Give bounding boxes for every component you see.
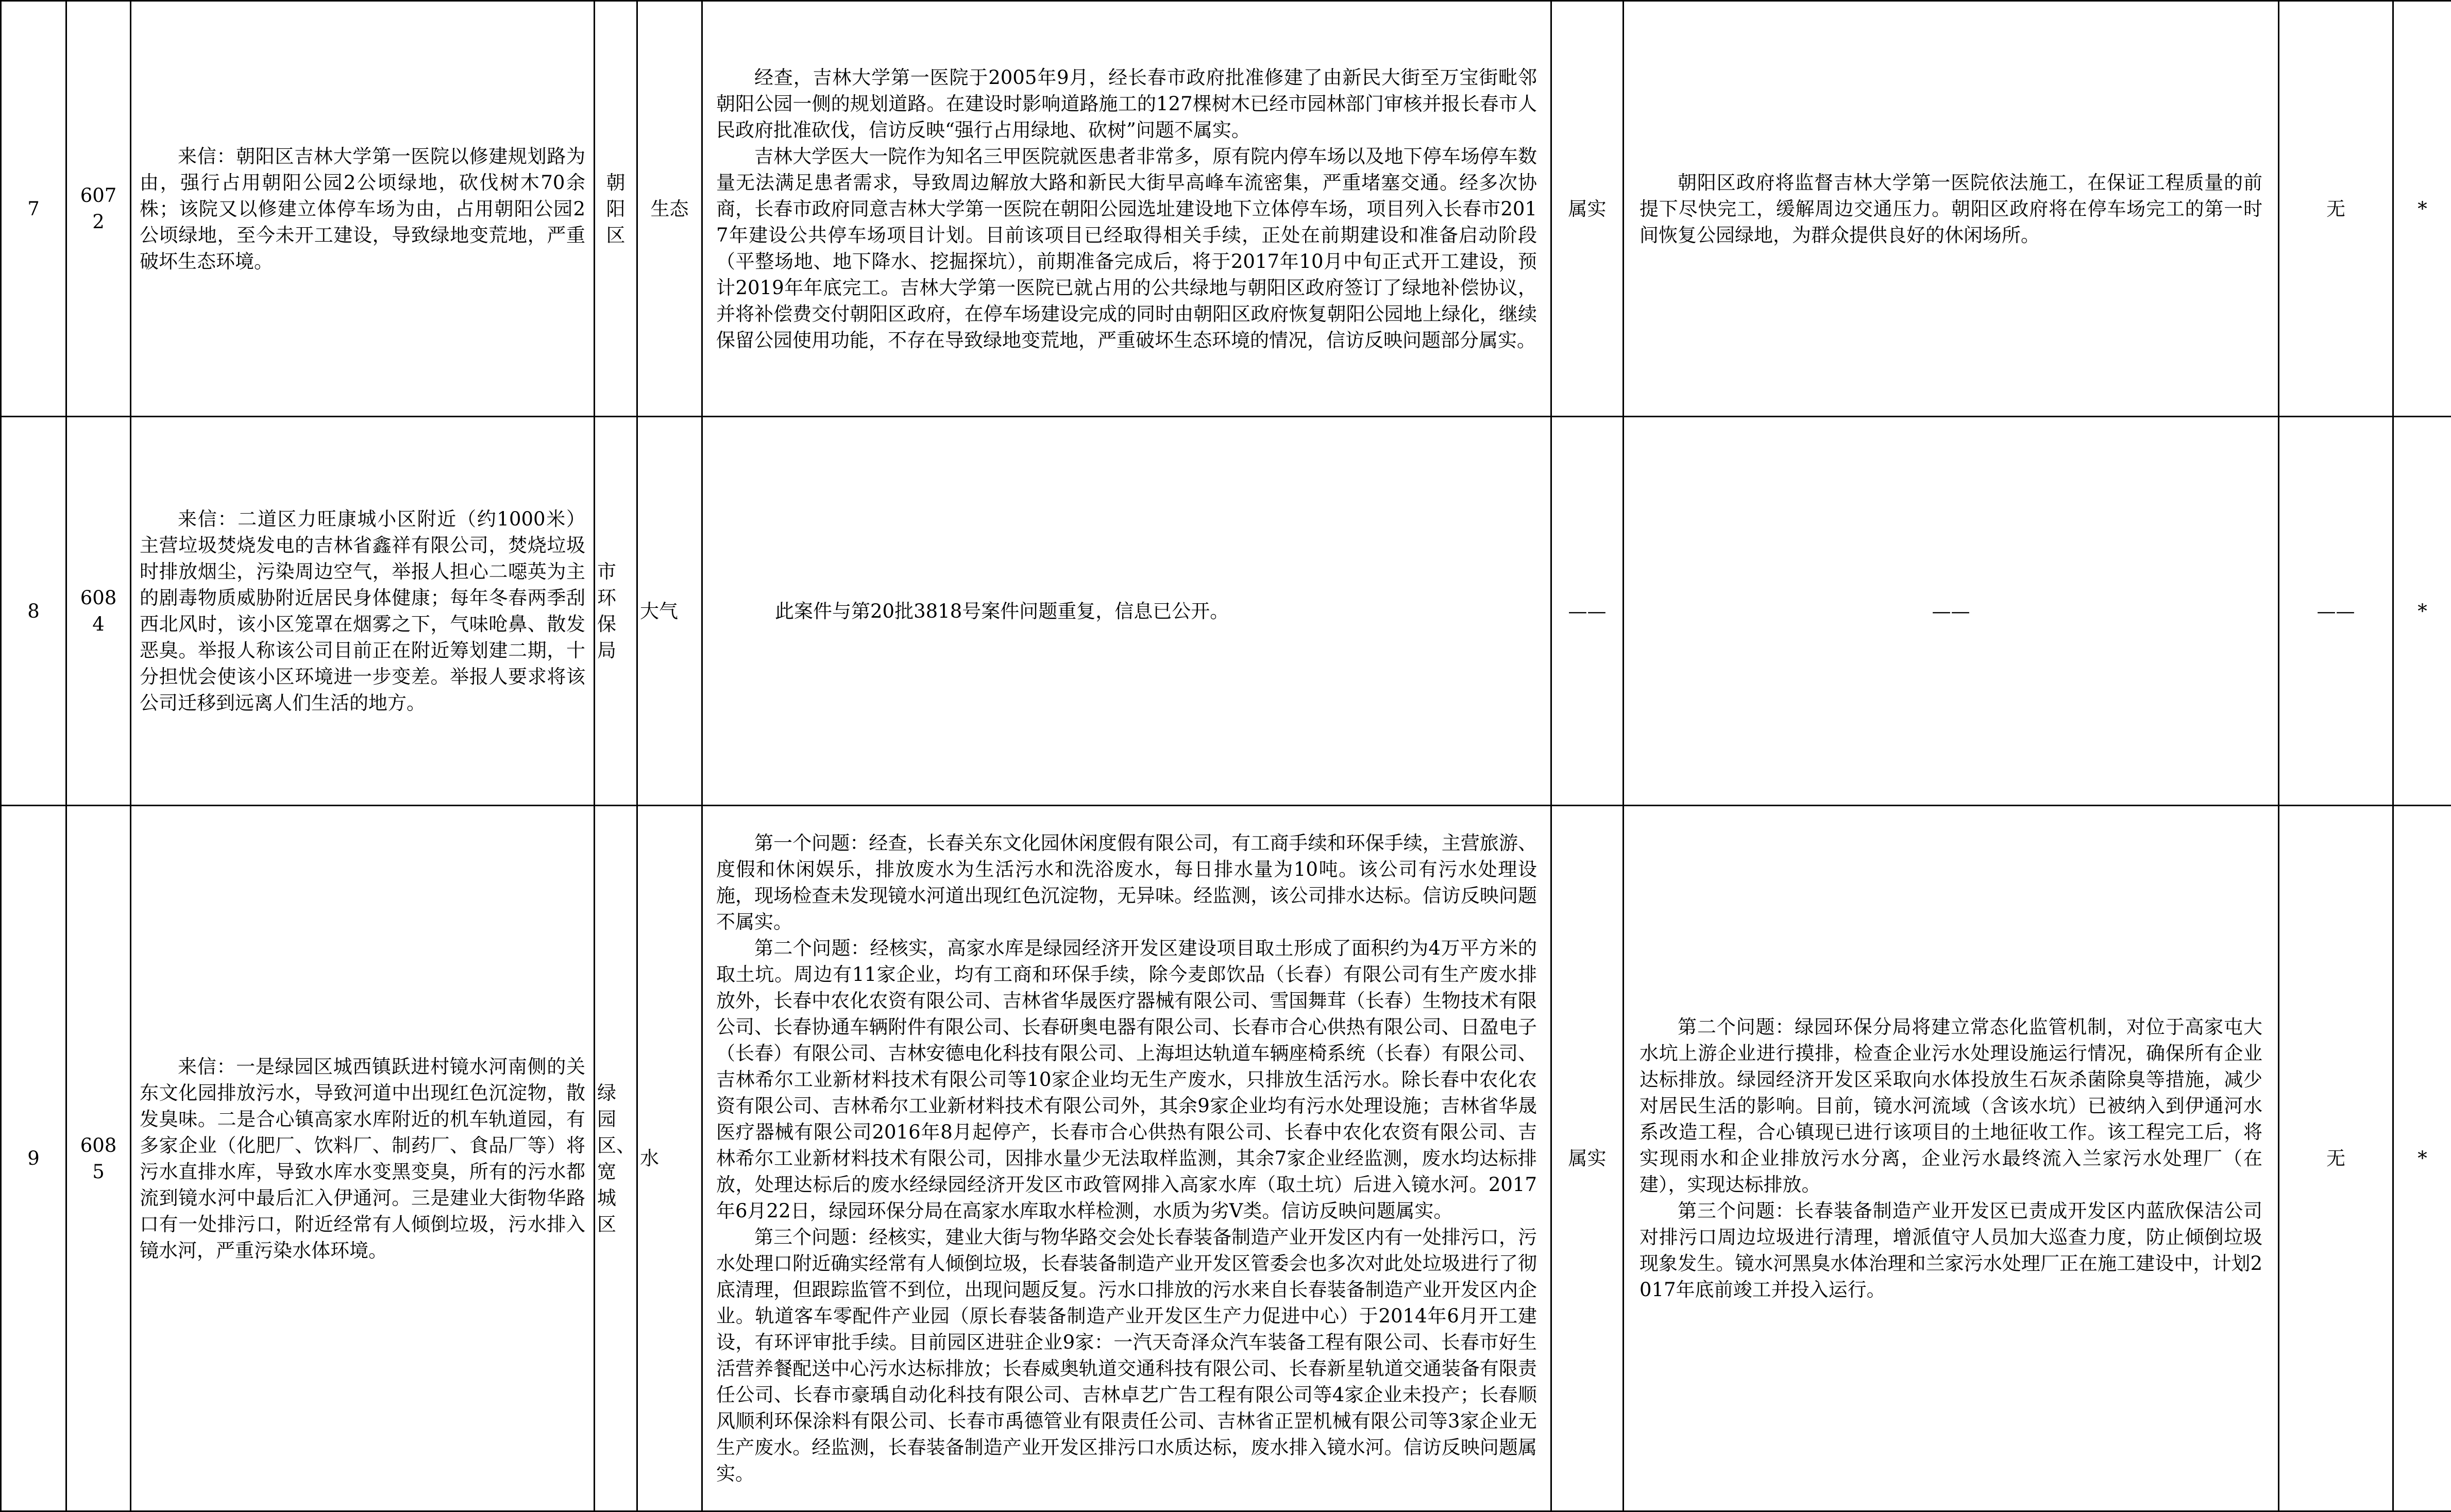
rectification-measures — [1624, 806, 2279, 1511]
findings-paragraph: 吉林大学医大一院作为知名三甲医院就医患者非常多，原有院内停车场以及地下停车场停车数量无法满足患者需求，导致周边解放大路和新民大街早高峰车流密集，严重堵塞交通。经多次协商，长春市政府同意吉林大学第一医院在朝阳公园选址建设地下立体停车场，项目列入长春市2017年建设公共停车场项目计划。目前该项目已经取得相关手续，正处在前期建设和准备启动阶段（平整场地、地下降水、挖掘探坑），前期准备完成后，将于2017年10月中旬正式开工建设，预计2019年年底完工。吉林大学第一医院已就占用的公共绿地与朝阳区政府签订了绿地补偿协议，并将补偿费交付朝阳区政府，在停车场建设完成的同时由朝阳区政府恢复朝阳公园地上绿化，继续保留公园使用功能，不存在导致绿地变荒地，严重破坏生态环境的情况，信访反映问题部分属实。 — [716, 143, 1537, 353]
verdict: —— — [1551, 417, 1624, 806]
row-index: 9 — [1, 806, 66, 1511]
measures-paragraph: 朝阳区政府将监督吉林大学第一医院依法施工，在保证工程质量的前提下尽快完工，缓解周边交通压力。朝阳区政府将在停车场完工的第一时间恢复公园绿地，为群众提供良好的休闲场所。 — [1639, 169, 2262, 248]
investigation-findings — [702, 806, 1551, 1511]
row-index: 7 — [1, 1, 66, 417]
measures-paragraph: 第三个问题：长春装备制造产业开发区已责成开发区内蓝欣保洁公司对排污口周边垃圾进行清理，增派值守人员加大巡查力度，防止倾倒垃圾现象发生。镜水河黑臭水体治理和兰家污水处理厂正在施工建设中，计划2017年底前竣工并投入运行。 — [1639, 1198, 2262, 1303]
measures-paragraph: 第二个问题：绿园环保分局将建立常态化监管机制，对位于高家屯大水坑上游企业进行摸排，检查企业污水处理设施运行情况，确保所有企业达标排放。绿园经济开发区采取向水体投放生石灰杀菌除臭等措施，减少对居民生活的影响。目前，镜水河流域（含该水坑）已被纳入到伊通河水系改造工程，合心镇现已进行该项目的土地征收工作。该工程完工后，将实现雨水和企业排放污水分离，企业污水最终流入兰家污水处理厂（在建），实现达标排放。 — [1639, 1014, 2262, 1198]
verdict: 属实 — [1551, 806, 1624, 1511]
pollution-category: 水 — [637, 806, 702, 1511]
district: 朝阳区 — [595, 1, 637, 417]
complaint-text: 来信：一是绿园区城西镇跃进村镜水河南侧的关东文化园排放污水，导致河道中出现红色沉淀物，散发臭味。二是合心镇高家水库附近的机车轨道园，有多家企业（化肥厂、饮料厂、制药厂、食品厂等）将污水直排水库，导致水库水变黑变臭，所有的污水都流到镜水河中最后汇入伊通河。三是建业大街物华路口有一处排污口，附近经常有人倾倒垃圾，污水排入镜水河，严重污染水体环境。 — [131, 806, 595, 1511]
table-row — [1, 417, 2451, 806]
verdict: 属实 — [1551, 1, 1624, 417]
district: 绿园区、宽城区 — [595, 806, 637, 1511]
rectification-measures — [1624, 417, 2279, 806]
findings-paragraph: 此案件与第20批3818号案件问题重复，信息已公开。 — [716, 598, 1537, 624]
rectification-measures — [1624, 1, 2279, 417]
mark: * — [2393, 1, 2451, 417]
findings-paragraph: 经查，吉林大学第一医院于2005年9月，经长春市政府批准修建了由新民大街至万宝街毗邻朝阳公园一侧的规划道路。在建设时影响道路施工的127棵树木已经市园林部门审核并报长春市人民政府批准砍伐，信访反映“强行占用绿地、砍树”问题不属实。 — [716, 64, 1537, 143]
pollution-category: 大气 — [637, 417, 702, 806]
complaint-text: 来信：朝阳区吉林大学第一医院以修建规划路为由，强行占用朝阳公园2公顷绿地，砍伐树木70余株；该院又以修建立体停车场为由，占用朝阳公园2公顷绿地，至今未开工建设，导致绿地变荒地，严重破坏生态环境。 — [131, 1, 595, 417]
district: 市环保局 — [595, 417, 637, 806]
mark: * — [2393, 806, 2451, 1511]
accountability: 无 — [2279, 1, 2393, 417]
complaint-text: 来信：二道区力旺康城小区附近（约1000米）主营垃圾焚烧发电的吉林省鑫祥有限公司，焚烧垃圾时排放烟尘，污染周边空气，举报人担心二噁英为主的剧毒物质威胁附近居民身体健康；每年冬春两季刮西北风时，该小区笼罩在烟雾之下，气味呛鼻、散发恶臭。举报人称该公司目前正在附近筹划建二期，十分担忧会使该小区环境进一步变差。举报人要求将该公司迁移到远离人们生活的地方。 — [131, 417, 595, 806]
case-number: 6084 — [66, 417, 131, 806]
measures-paragraph: —— — [1932, 600, 1970, 622]
table-row — [1, 806, 2451, 1511]
findings-paragraph: 第一个问题：经查，长春关东文化园休闲度假有限公司，有工商手续和环保手续，主营旅游、度假和休闲娱乐，排放废水为生活污水和洗浴废水，每日排水量为10吨。该公司有污水处理设施，现场检查未发现镜水河道出现红色沉淀物，无异味。经监测，该公司排水达标。信访反映问题不属实。 — [716, 830, 1537, 935]
pollution-category: 生态 — [637, 1, 702, 417]
case-number: 6085 — [66, 806, 131, 1511]
accountability: 无 — [2279, 806, 2393, 1511]
investigation-findings — [702, 1, 1551, 417]
investigation-findings — [702, 417, 1551, 806]
findings-paragraph: 第二个问题：经核实，高家水库是绿园经济开发区建设项目取土形成了面积约为4万平方米的取土坑。周边有11家企业，均有工商和环保手续，除今麦郎饮品（长春）有限公司有生产废水排放外，长春中农化农资有限公司、吉林省华晟医疗器械有限公司、雪国舞茸（长春）生物技术有限公司、长春协通车辆附件有限公司、长春研奥电器有限公司、长春市合心供热有限公司、日盈电子（长春）有限公司、吉林安德电化科技有限公司、上海坦达轨道车辆座椅系统（长春）有限公司、吉林希尔工业新材料技术有限公司等10家企业均无生产废水，只排放生活污水。除长春中农化农资有限公司、吉林希尔工业新材料技术有限公司外，其余9家企业均有污水处理设施；吉林省华晟医疗器械有限公司2016年8月起停产，长春市合心供热有限公司、长春中农化农资有限公司、吉林希尔工业新材料技术有限公司，因排水量少无法取样监测，其余7家企业经监测，废水均达标排放，处理达标后的废水经绿园经济开发区市政管网排入高家水库（取土坑）后进入镜水河。2017年6月22日，绿园环保分局在高家水库取水样检测，水质为劣Ⅴ类。信访反映问题属实。 — [716, 935, 1537, 1224]
findings-paragraph: 第三个问题：经核实，建业大街与物华路交会处长春装备制造产业开发区内有一处排污口，污水处理口附近确实经常有人倾倒垃圾，长春装备制造产业开发区管委会也多次对此处垃圾进行了彻底清理，但跟踪监管不到位，出现问题反复。污水口排放的污水来自长春装备制造产业开发区内企业。轨道客车零配件产业园（原长春装备制造产业开发区生产力促进中心）于2014年6月开工建设，有环评审批手续。目前园区进驻企业9家：一汽天奇泽众汽车装备工程有限公司、长春市好生活营养餐配送中心污水达标排放；长春威奥轨道交通科技有限公司、长春新星轨道交通装备有限责任公司、长春市豪瑀自动化科技有限公司、吉林卓艺广告工程有限公司等4家企业未投产；长春顺风顺利环保涂料有限公司、长春市禹德管业有限责任公司、吉林省正罡机械有限公司等3家企业无生产废水。经监测，长春装备制造产业开发区排污口水质达标，废水排入镜水河。信访反映问题属实。 — [716, 1224, 1537, 1487]
row-index: 8 — [1, 417, 66, 806]
accountability: —— — [2279, 417, 2393, 806]
case-number: 6072 — [66, 1, 131, 417]
mark: * — [2393, 417, 2451, 806]
table-row — [1, 1, 2451, 417]
